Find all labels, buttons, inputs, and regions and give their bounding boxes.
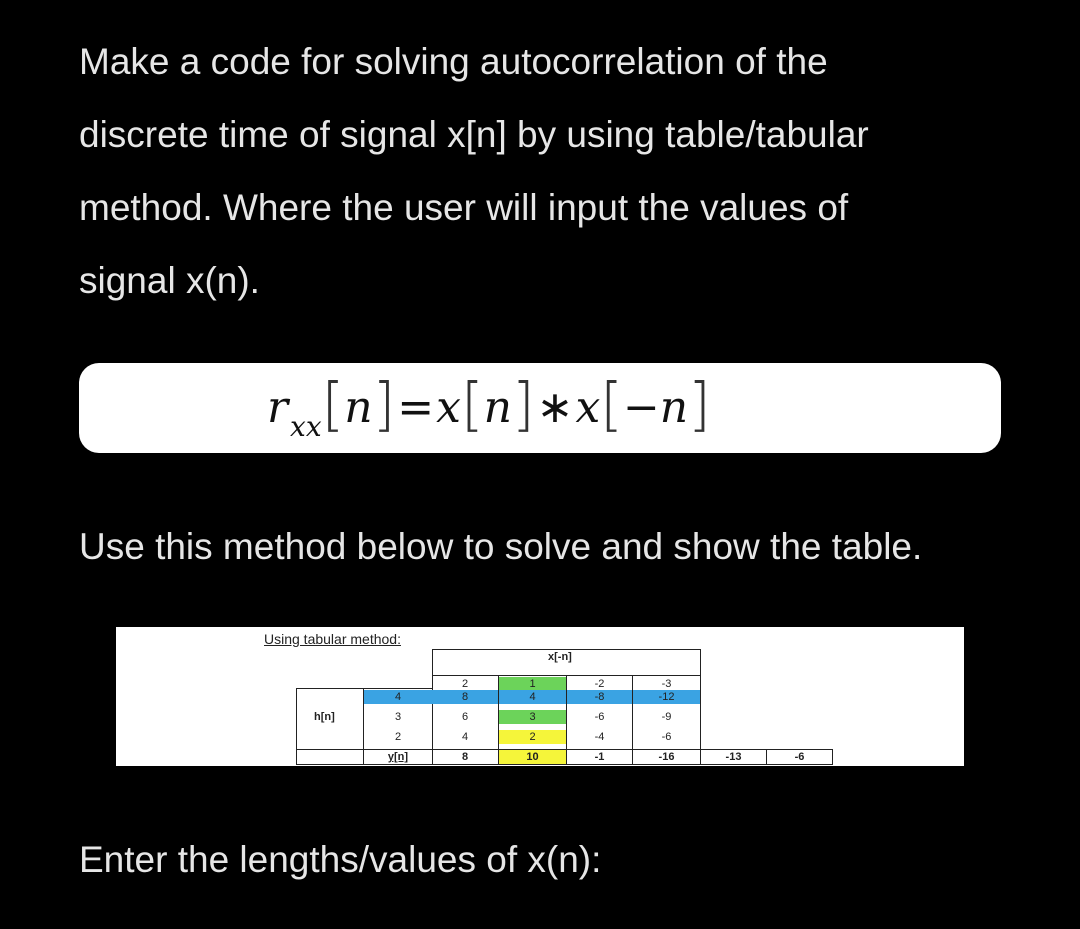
table-cell: 10 — [499, 750, 566, 764]
table-cell: -6 — [794, 751, 805, 763]
table-cell: -9 — [661, 711, 672, 723]
table-cell: -12 — [633, 690, 700, 704]
table-border — [296, 688, 297, 765]
table-cell: -8 — [567, 690, 632, 704]
table-border — [832, 749, 833, 765]
table-border — [296, 764, 832, 765]
table-cell: -3 — [661, 678, 672, 690]
table-cell: 8 — [461, 751, 469, 763]
table-border — [432, 649, 700, 650]
table-cell: 3 — [499, 710, 566, 724]
yn-label: y[n] — [387, 751, 409, 763]
table-cell: 8 — [432, 690, 498, 704]
intro-line: method. Where the user will input the values of — [79, 187, 849, 228]
formula-box — [79, 363, 1001, 453]
intro-line: signal x(n). — [79, 260, 260, 301]
formula-star: ∗ — [536, 382, 574, 433]
table-cell: -4 — [594, 731, 605, 743]
table-cell: 4 — [364, 690, 432, 704]
bracket-open: [ — [460, 370, 484, 438]
formula-x: x — [436, 382, 461, 433]
table-cell: 1 — [499, 677, 566, 691]
intro-line: Make a code for solving autocorrelation of the — [79, 41, 828, 82]
table-cell: 3 — [394, 711, 402, 723]
bracket-open: [ — [600, 370, 623, 438]
formula-subscript: xx — [290, 410, 322, 443]
table-border — [700, 649, 701, 765]
formula-n: n — [344, 382, 373, 433]
table-cell: 2 — [394, 731, 402, 743]
tabular-caption: Using tabular method: — [264, 631, 401, 647]
table-cell: -16 — [658, 751, 675, 763]
formula-equals: = — [397, 382, 435, 433]
input-prompt: Enter the lengths/values of x(n): — [79, 839, 602, 880]
tabular-method-image — [116, 627, 964, 766]
table-cell: -1 — [594, 751, 605, 763]
table-cell: 2 — [461, 678, 469, 690]
table-cell: 2 — [499, 730, 566, 744]
formula-neg-n: −n — [622, 382, 689, 433]
table-cell: -13 — [725, 751, 742, 763]
table-cell: 6 — [461, 711, 469, 723]
table-border — [296, 688, 432, 689]
hn-label: h[n] — [314, 711, 335, 723]
table-cell: -6 — [661, 731, 672, 743]
question-intro — [79, 40, 1019, 332]
bracket-open: [ — [321, 370, 345, 438]
bracket-close: ] — [372, 370, 396, 438]
table-cell: 4 — [461, 731, 469, 743]
formula-n: n — [483, 382, 512, 433]
formula-r: r — [267, 382, 289, 433]
bracket-close: ] — [688, 370, 711, 438]
intro-line: discrete time of signal x[n] by using table/tabular — [79, 114, 869, 155]
autocorrelation-formula — [267, 371, 711, 444]
table-cell: -6 — [594, 711, 605, 723]
instruction-text: Use this method below to solve and show the table. — [79, 526, 923, 567]
table-border — [432, 649, 433, 765]
bracket-close: ] — [511, 370, 535, 438]
table-cell: 4 — [499, 690, 566, 704]
xneg-label: x[-n] — [548, 651, 572, 663]
table-cell: -2 — [594, 678, 605, 690]
formula-x: x — [575, 382, 601, 433]
